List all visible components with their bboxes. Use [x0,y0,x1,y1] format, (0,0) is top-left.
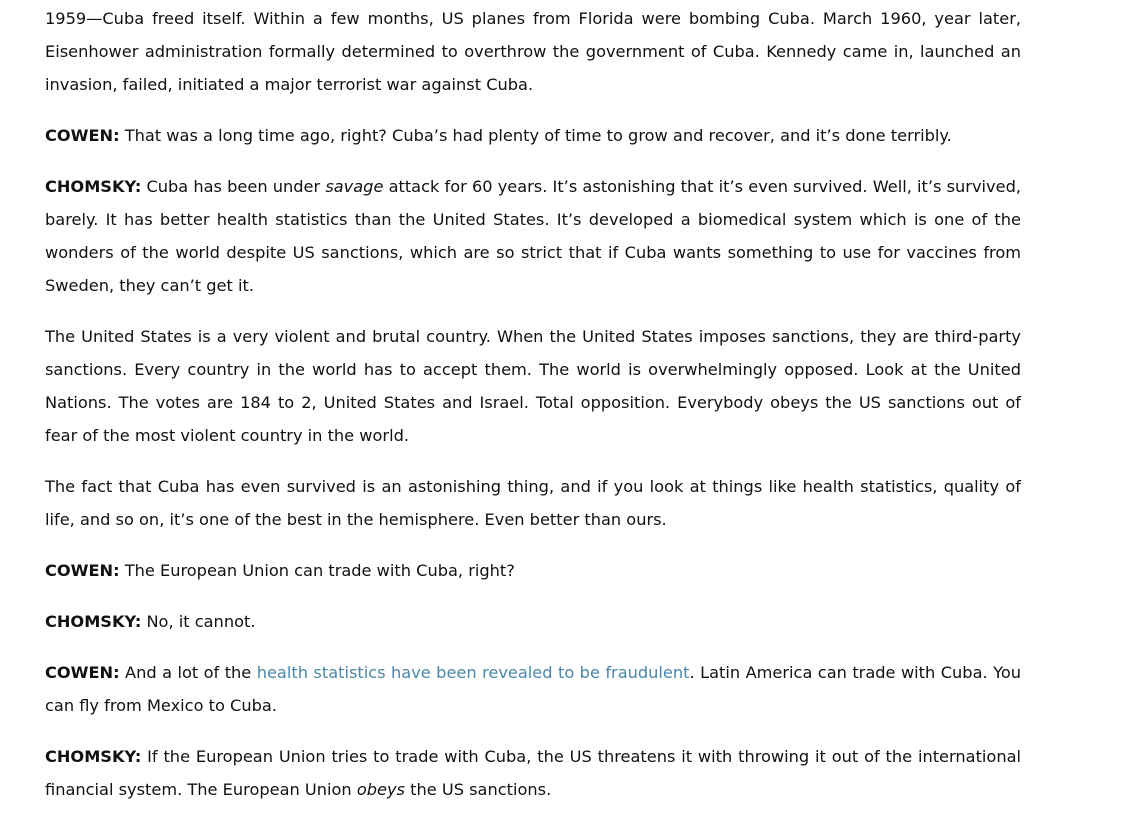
paragraph-text: Cuba has been under [141,177,326,196]
paragraph-text: the US sanctions. [404,780,552,799]
paragraph-cowen-3 [45,656,1021,722]
speaker-label: COWEN: [45,126,120,145]
paragraph-sanctions [45,320,1021,452]
health-statistics-link[interactable]: health statistics have been revealed to be fraudulent [256,663,690,682]
paragraph-text: No, it cannot. [141,612,256,631]
paragraph-chomsky-1 [45,170,1021,302]
speaker-label: CHOMSKY: [45,747,142,766]
paragraph-text: And a lot of the [119,663,257,682]
paragraph-text: That was a long time ago, right? Cuba’s had plenty of time to grow and recover, and it’s done terribly. [119,126,952,145]
paragraph-chomsky-3 [45,740,1021,806]
speaker-label: CHOMSKY: [45,177,142,196]
article-body [45,2,1021,824]
paragraph-text: The fact that Cuba has even survived is an astonishing thing, and if you look at things like health statistics, quality of life, and so on, it’s one of the best in the hemisphere. Even better than ours. [45,477,1021,529]
paragraph-chomsky-2 [45,605,1021,638]
paragraph-cowen-1 [45,119,1021,152]
paragraph-cowen-2 [45,554,1021,587]
paragraph-history [45,2,1021,101]
paragraph-text: attack for 60 years. It’s astonishing that it’s even survived. Well, it’s survived, barely. It has better health statistics than the United States. It’s developed a biomedical system which is one of the wonders of the world despite US sanctions, which are so strict that if Cuba wants something to use for vaccines from Sweden, they can’t get it. [45,177,1021,295]
emphasis-text: obeys [356,780,405,799]
paragraph-text: 1959—Cuba freed itself. Within a few months, US planes from Florida were bombing Cuba. March 1960, year later, Eisenhower administration formally determined to overthrow the government of Cuba. Kennedy came in, launched an invasion, failed, initiated a major terrorist war against Cuba. [45,9,1021,94]
emphasis-text: savage [325,177,384,196]
paragraph-text: . Latin America can trade with Cuba. You can fly from Mexico to Cuba. [45,663,1021,715]
speaker-label: COWEN: [45,663,120,682]
speaker-label: COWEN: [45,561,120,580]
paragraph-survived [45,470,1021,536]
paragraph-text: If the European Union tries to trade with Cuba, the US threatens it with throwing it out of the international financial system. The European Union [45,747,1021,799]
paragraph-text: The European Union can trade with Cuba, right? [119,561,515,580]
speaker-label: CHOMSKY: [45,612,142,631]
paragraph-text: The United States is a very violent and brutal country. When the United States imposes sanctions, they are third-party sanctions. Every country in the world has to accept them. The world is overwhelmingly opposed. Look at the United Nations. The votes are 184 to 2, United States and Israel. Total opposition. Everybody obeys the US sanctions out of fear of the most violent country in the world. [45,327,1021,445]
